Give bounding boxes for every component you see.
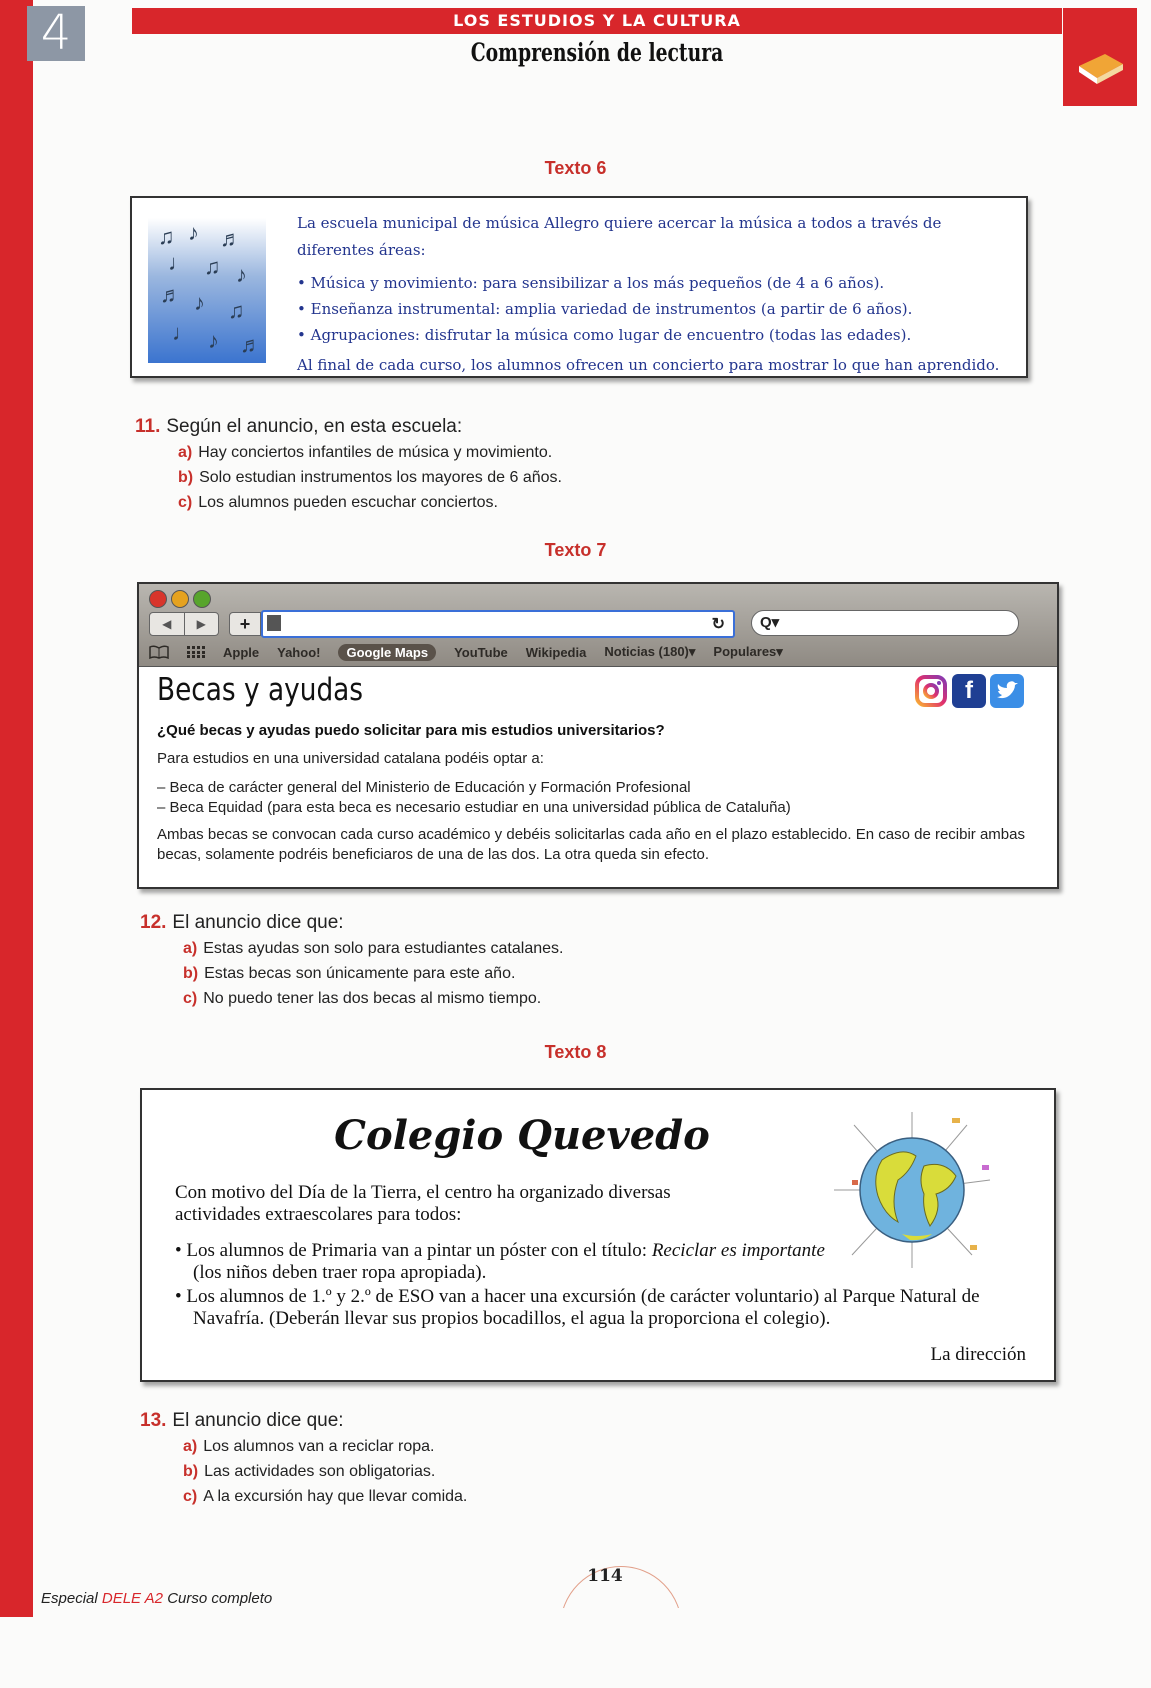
option-text: Los alumnos van a reciclar ropa. [203, 1438, 435, 1455]
bookmark-wikipedia[interactable]: Wikipedia [525, 644, 587, 660]
option-text: No puedo tener las dos becas al mismo tiempo. [203, 990, 542, 1007]
bookmark-populares[interactable]: Populares▾ [713, 644, 783, 659]
back-button[interactable]: ◀ [150, 613, 185, 635]
texto-6-closing: Al final de cada curso, los alumnos ofrecen un concierto para mostrar lo que han aprendido. [297, 356, 1000, 374]
bookmark-youtube[interactable]: YouTube [454, 644, 508, 660]
option-b[interactable] [178, 469, 562, 487]
facebook-icon[interactable]: f [952, 674, 986, 708]
question-12 [140, 912, 344, 934]
page-number: 114 [587, 1566, 623, 1586]
new-tab-button[interactable]: + [229, 612, 261, 636]
unit-number-badge: 4 [27, 6, 85, 61]
becas-question: ¿Qué becas y ayudas puedo solicitar para mis estudios universitarios? [157, 722, 665, 739]
bookmark-google-maps[interactable]: Google Maps [338, 644, 436, 661]
option-letter: c) [183, 1488, 198, 1505]
texto-8-box [140, 1088, 1056, 1382]
colegio-signature: La dirección [930, 1344, 1026, 1365]
question-number: 11. [135, 416, 161, 437]
search-input[interactable] [751, 610, 1019, 636]
texto-7-label: Texto 7 [544, 540, 607, 560]
left-red-strip [0, 0, 33, 1617]
footer-text: Curso completo [163, 1590, 273, 1607]
option-text: Estas becas son únicamente para este año. [204, 965, 516, 982]
texto-8-label: Texto 8 [544, 1042, 607, 1062]
footer-accent: DELE A2 [101, 1590, 164, 1607]
footer-text: Especial [41, 1590, 102, 1607]
book-icon[interactable] [149, 645, 169, 659]
option-text: Las actividades son obligatorias. [204, 1463, 436, 1480]
close-window-button[interactable] [149, 590, 167, 608]
reload-icon[interactable]: ↻ [711, 616, 725, 633]
option-b[interactable] [183, 1463, 435, 1481]
option-a[interactable] [183, 1438, 434, 1456]
url-input[interactable] [261, 610, 735, 638]
music-notes-image: ♫ ♪ ♬ ♩ ♫ ♪ ♬ ♪ ♫ ♩ ♪ ♬ [148, 218, 266, 363]
apple-favicon-icon [267, 615, 281, 631]
texto-6-box [130, 196, 1028, 378]
bullet-text: (los niños deben traer ropa apropiada). [193, 1262, 487, 1283]
twitter-icon[interactable] [990, 674, 1024, 708]
maximize-window-button[interactable] [193, 590, 211, 608]
bullet-text: Los alumnos de Primaria van a pintar un póster con el título: [186, 1240, 652, 1261]
option-text: Los alumnos pueden escuchar conciertos. [198, 494, 498, 511]
bookmark-apple[interactable]: Apple [223, 644, 260, 660]
becas-item: – Beca de carácter general del Ministerio de Educación y Formación Profesional [157, 779, 691, 796]
colegio-bullet: • Los alumnos de 1.º y 2.º de ESO van a hacer una excursión (de carácter voluntario) al Parque Natural de Navafría. (Deberán llevar sus propios bocadillos, el agua la proporciona el colegio). [175, 1286, 980, 1329]
option-text: Estas ayudas son solo para estudiantes catalanes. [203, 940, 564, 957]
poster-title: Reciclar es importante [651, 1240, 825, 1261]
option-letter: b) [178, 469, 194, 486]
texto-6-bullet: • Agrupaciones: disfrutar la música como lugar de encuentro (todas las edades). [297, 322, 1017, 348]
becas-closing: Ambas becas se convocan cada curso académico y debéis solicitarlas cada año en el plazo establecido. En caso de recibir ambas becas, solamente podréis beneficiaros de una de las dos. La otra queda sin efecto. [157, 826, 1025, 863]
question-11 [135, 416, 462, 438]
option-text: Hay conciertos infantiles de música y movimiento. [198, 444, 553, 461]
browser-toolbar [139, 584, 1057, 667]
option-letter: a) [183, 1438, 198, 1455]
page-subtitle: Comprensión de lectura [470, 38, 724, 67]
grid-icon[interactable] [187, 646, 205, 658]
bookmark-yahoo[interactable]: Yahoo! [277, 644, 321, 660]
option-letter: c) [178, 494, 193, 511]
becas-lead: Para estudios en una universidad catalana podéis optar a: [157, 750, 544, 767]
bullet-text: Los alumnos de 1.º y 2.º de ESO van a hacer una excursión (de carácter voluntario) al Parque Natural de Navafría. (Deberán llevar sus propios bocadillos, el agua la proporciona el colegio). [186, 1286, 980, 1329]
question-number: 12. [140, 912, 167, 933]
forward-button[interactable]: ▶ [196, 617, 206, 631]
texto-6-label: Texto 6 [544, 158, 607, 178]
minimize-window-button[interactable] [171, 590, 189, 608]
earth-globe-image [832, 1110, 992, 1270]
texto-7-browser-window [137, 582, 1059, 889]
becas-item: – Beca Equidad (para esta beca es necesario estudiar en una universidad pública de Cataluña) [157, 799, 791, 816]
texto-6-intro: La escuela municipal de música Allegro quiere acercar la música a todos a través de diferentes áreas: [297, 214, 942, 259]
nav-buttons [149, 612, 219, 636]
option-c[interactable] [183, 990, 541, 1008]
search-icon: Q▾ [760, 614, 780, 631]
option-letter: a) [178, 444, 193, 461]
option-text: A la excursión hay que llevar comida. [203, 1488, 468, 1505]
bookmarks-bar [149, 642, 783, 662]
option-a[interactable] [178, 444, 552, 462]
colegio-intro: Con motivo del Día de la Tierra, el centro ha organizado diversas actividades extraescolares para todos: [175, 1182, 671, 1225]
section-title: LOS ESTUDIOS Y LA CULTURA [453, 11, 741, 30]
colegio-title: Colegio Quevedo [334, 1112, 710, 1159]
option-c[interactable] [178, 494, 498, 512]
question-text: Según el anuncio, en esta escuela: [166, 416, 463, 437]
option-letter: a) [183, 940, 198, 957]
question-number: 13. [140, 1410, 167, 1431]
texto-6-bullet: • Enseñanza instrumental: amplia variedad de instrumentos (a partir de 6 años). [297, 296, 1017, 322]
option-letter: b) [183, 1463, 199, 1480]
colegio-bullet: • Los alumnos de Primaria van a pintar un póster con el título: Reciclar es importante (los niños deben traer ropa apropiada). [175, 1240, 825, 1283]
book-icon [1075, 50, 1125, 90]
question-text: El anuncio dice que: [172, 1410, 344, 1431]
footer-book-title [41, 1590, 272, 1607]
question-text: El anuncio dice que: [172, 912, 344, 933]
becas-title: Becas y ayudas [157, 672, 364, 708]
instagram-icon[interactable] [914, 674, 948, 708]
question-13 [140, 1410, 344, 1432]
option-letter: c) [183, 990, 198, 1007]
texto-6-bullet: • Música y movimiento: para sensibilizar a los más pequeños (de 4 a 6 años). [297, 270, 1017, 296]
option-letter: b) [183, 965, 199, 982]
bookmark-noticias[interactable]: Noticias (180)▾ [604, 644, 696, 659]
option-text: Solo estudian instrumentos los mayores de 6 años. [199, 469, 562, 486]
option-b[interactable] [183, 965, 515, 983]
option-a[interactable] [183, 940, 563, 958]
option-c[interactable] [183, 1488, 467, 1506]
